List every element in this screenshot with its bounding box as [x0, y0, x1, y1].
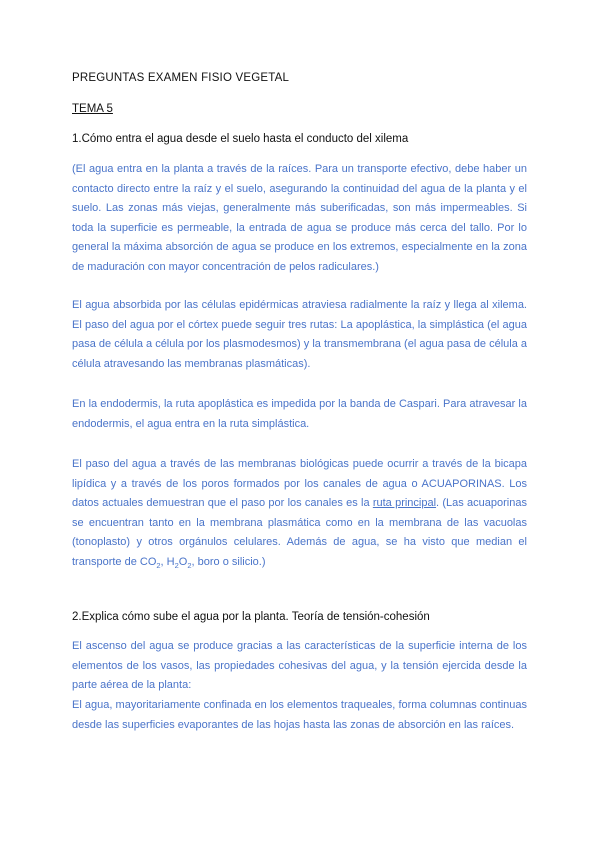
answer-1-p4-text-c: , H [160, 555, 175, 568]
question-1: 1.Cómo entra el agua desde el suelo hasta el conducto del xilema [72, 133, 409, 145]
answer-2-paragraph-2: El agua, mayoritariamente confinada en los elementos traqueales, forma columnas continuas desde las superficies evaporantes de las hojas hasta las zonas de absorción en las raíces. [72, 699, 527, 731]
document-title: PREGUNTAS EXAMEN FISIO VEGETAL [72, 72, 290, 84]
subscript: 2 [174, 560, 179, 570]
answer-1-paragraph-1: (El agua entra en la planta a través de la raíces. Para un transporte efectivo, debe haber un contacto directo entre la raíz y el suelo, asegurando la continuidad del agua de la planta y el suelo. Las zonas más viejas, generalmente más suberificadas, son más impermeables. Si toda la superficie es permeable, la entrada de agua se produce más cerca del tallo. Por lo general la máxima absorción de agua se produce en los extremos, especialmente en la zona de maduración con mayor concentración de pelos radiculares.) [72, 163, 527, 273]
answer-1-paragraph-4 [72, 455, 527, 572]
answer-1-p4-text-a: El paso del agua a través de las membranas biológicas puede ocurrir a través de la bicapa lipídica y a través de los poros formados por los canales de agua o ACUAPORINAS. Los datos actuales demuestran que el paso por los canales es la [72, 458, 527, 509]
answer-1-p4-text-b: . (Las acuaporinas se encuentran tanto en la membrana plasmática como en la membrana de las vacuolas (tonoplasto) y otros orgánulos celulares. Además de agua, se ha visto que median el transporte de CO [72, 497, 527, 568]
answer-2-paragraph-1: El ascenso del agua se produce gracias a las características de la superficie interna de los elementos de los vasos, las propiedades cohesivas del agua, y la tensión ejercida desde la parte aérea de la planta: [72, 640, 527, 691]
section-heading: TEMA 5 [72, 103, 113, 115]
question-2: 2.Explica cómo sube el agua por la planta. Teoría de tensión-cohesión [72, 611, 430, 623]
answer-1-paragraph-3: En la endodermis, la ruta apoplástica es impedida por la banda de Caspari. Para atravesar la endodermis, el agua entra en la ruta simplástica. [72, 398, 527, 430]
subscript: 2 [187, 560, 192, 570]
underlined-term: ruta principal [372, 497, 437, 509]
answer-1-p4-text-d: O [178, 555, 188, 568]
answer-1-p4-text-e: , boro o silicio.) [191, 555, 266, 568]
subscript: 2 [156, 560, 161, 570]
answer-1-paragraph-2: El agua absorbida por las células epidérmicas atraviesa radialmente la raíz y llega al xilema. El paso del agua por el córtex puede seguir tres rutas: La apoplástica, la simplástica (el agua pasa de célula a célula por los plasmodesmos) y la transmembrana (el agua pasa de célula a célula atravesando las membranas plasmáticas). [72, 299, 527, 370]
